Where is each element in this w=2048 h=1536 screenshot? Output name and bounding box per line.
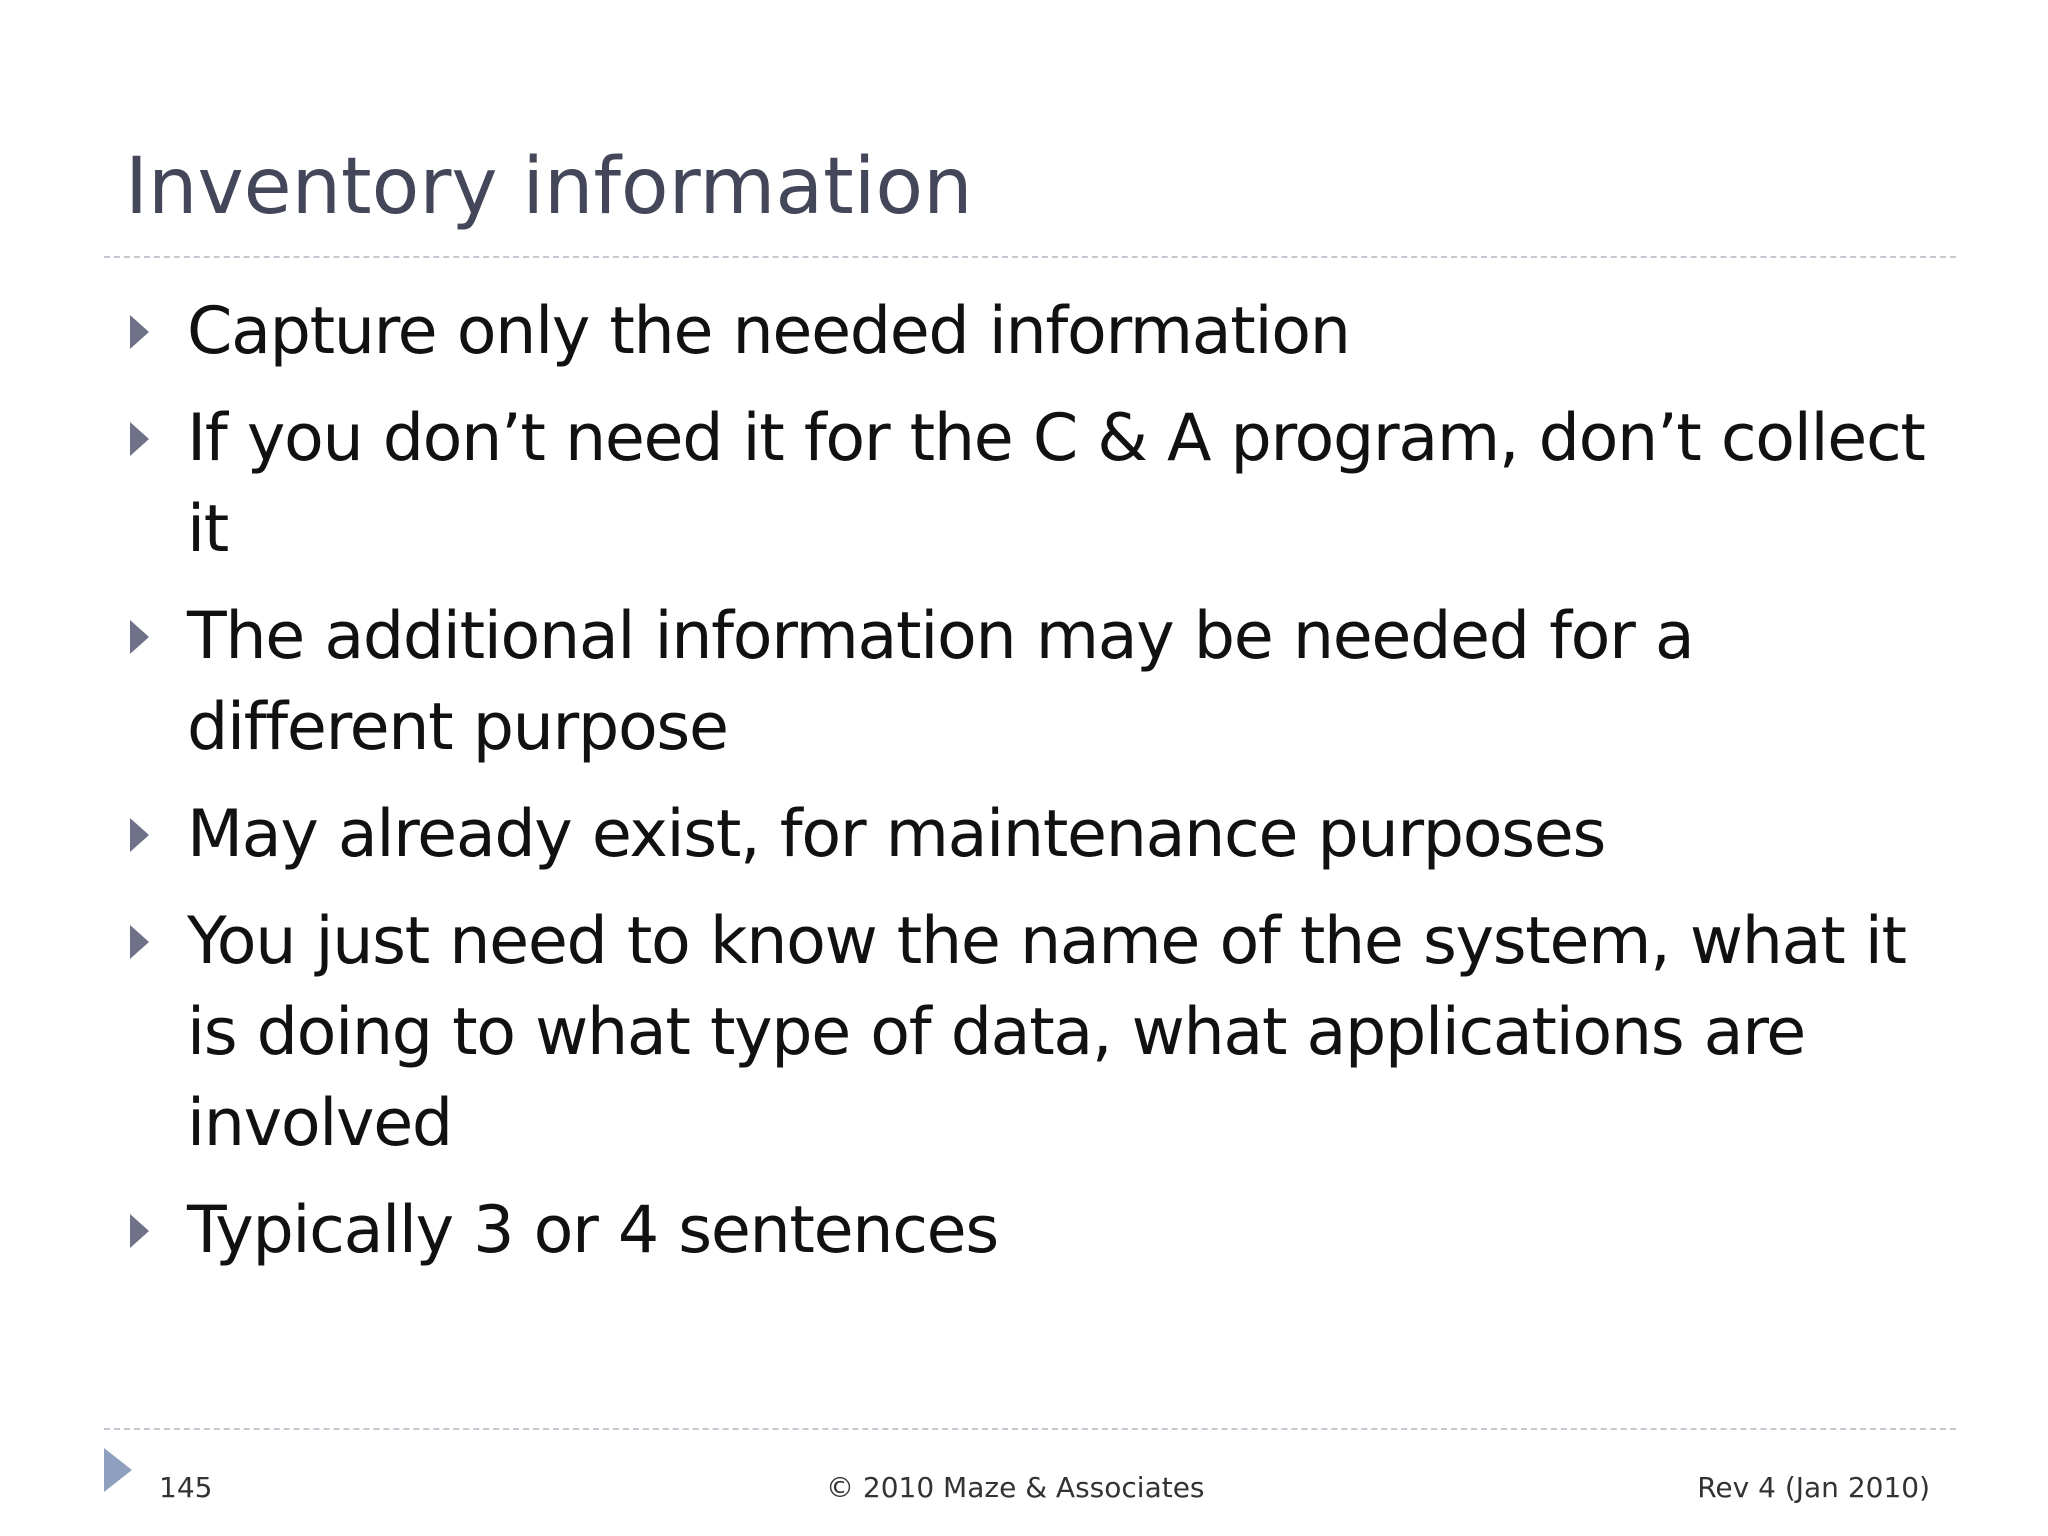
bullet-text: Capture only the needed information — [187, 294, 1350, 369]
bullet-arrow-icon — [130, 925, 149, 959]
bullet-text: The additional information may be needed for a different purpose — [187, 599, 1694, 765]
corner-arrow-icon — [104, 1448, 132, 1492]
revision-label: Rev 4 (Jan 2010) — [1697, 1471, 1930, 1504]
bullet-arrow-icon — [130, 315, 149, 349]
bullet-item — [125, 789, 1965, 880]
bullet-item — [125, 1185, 1965, 1276]
bullet-arrow-icon — [130, 1214, 149, 1248]
title-divider — [104, 256, 1956, 258]
bullet-arrow-icon — [130, 818, 149, 852]
bullet-text: If you don’t need it for the C & A program, don’t collect it — [187, 401, 1925, 567]
page-number: 145 — [159, 1471, 213, 1504]
bullet-text: Typically 3 or 4 sentences — [187, 1193, 998, 1268]
bullet-item — [125, 591, 1965, 773]
bullet-item — [125, 393, 1965, 575]
bullet-list — [125, 286, 1965, 1292]
bullet-arrow-icon — [130, 620, 149, 654]
bullet-item — [125, 286, 1965, 377]
bullet-item — [125, 896, 1965, 1169]
bullet-text: You just need to know the name of the system, what it is doing to what type of data, what applications are involved — [187, 904, 1906, 1161]
slide-title: Inventory information — [125, 142, 973, 232]
bullet-arrow-icon — [130, 422, 149, 456]
footer-divider — [104, 1428, 1956, 1430]
bullet-text: May already exist, for maintenance purposes — [187, 797, 1606, 872]
copyright-notice: © 2010 Maze & Associates — [826, 1471, 1205, 1504]
